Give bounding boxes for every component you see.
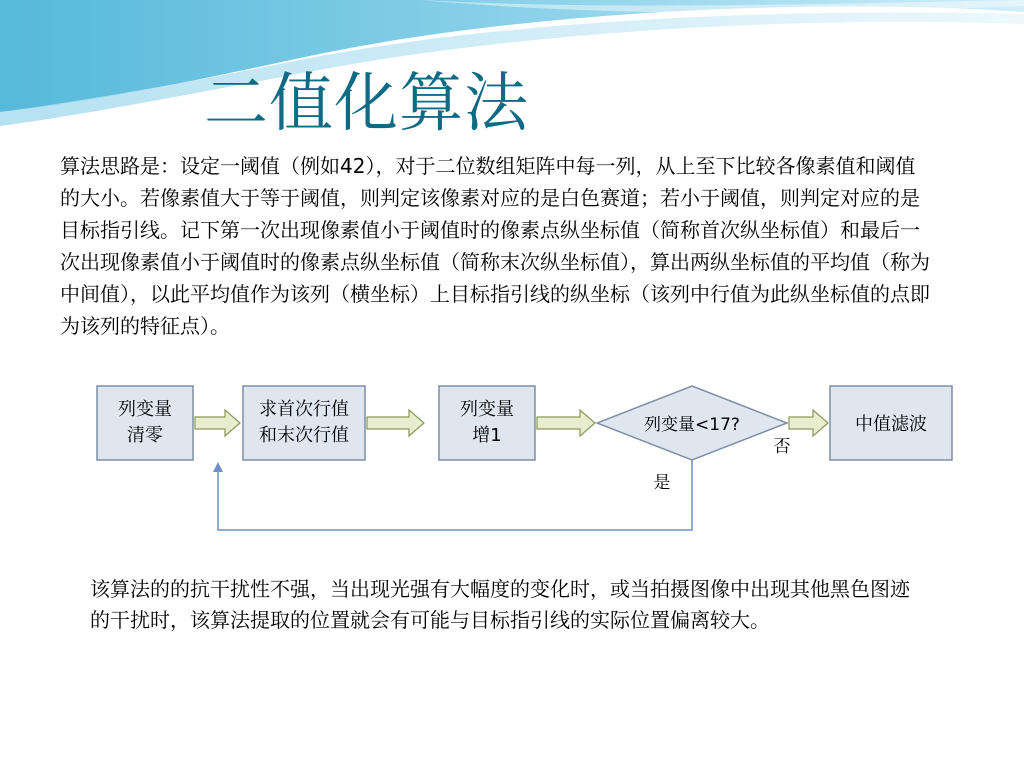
flow-box-find-rows-line1: 求首次行值 — [259, 399, 349, 420]
flow-box-median-filter-label: 中值滤波 — [855, 414, 927, 435]
flow-box-clear-column-line1: 列变量 — [118, 399, 172, 420]
flow-box-increment-column-line2: 增1 — [472, 425, 502, 446]
flow-arrow-2 — [367, 410, 424, 436]
flow-arrow-3 — [537, 410, 595, 436]
flow-decision-label: 列变量<17? — [644, 415, 740, 435]
flow-loop-arrowhead — [213, 462, 223, 472]
flow-arrow-1 — [195, 410, 240, 436]
flow-loop-line — [218, 460, 692, 530]
flow-label-no: 否 — [773, 437, 791, 457]
flow-box-clear-column-line2: 清零 — [127, 425, 163, 446]
flow-label-yes: 是 — [653, 473, 671, 493]
flow-box-find-rows — [243, 386, 365, 460]
flow-box-clear-column — [97, 386, 193, 460]
flowchart-canvas — [82, 372, 954, 544]
flowchart — [82, 372, 954, 544]
slide-title: 二值化算法 — [204, 67, 529, 141]
flow-box-find-rows-line2: 和末次行值 — [259, 425, 349, 446]
flow-box-increment-column-line1: 列变量 — [460, 399, 514, 420]
flow-box-increment-column — [439, 386, 535, 460]
flow-arrow-4 — [789, 410, 828, 436]
algorithm-description: 算法思路是：设定一阈值（例如42），对于二位数组矩阵中每一列，从上至下比较各像素值和阈值的大小。若像素值大于等于阈值，则判定该像素对应的是白色赛道；若小于阈值，则判定对应的是目标指引线。记下第一次出现像素值小于阈值时的像素点纵坐标值（简称首次纵坐标值）和最后一次出现像素值小于阈值时的像素点纵坐标值（简称末次纵坐标值），算出两纵坐标值的平均值（称为中间值），以此平均值作为该列（横坐标）上目标指引线的纵坐标（该列中行值为此纵坐标值的点即为该列的特征点）。 — [60, 154, 930, 338]
algorithm-conclusion: 该算法的的抗干扰性不强，当出现光强有大幅度的变化时，或当拍摄图像中出现其他黑色图迹的干扰时，该算法提取的位置就会有可能与目标指引线的实际位置偏离较大。 — [90, 577, 910, 632]
